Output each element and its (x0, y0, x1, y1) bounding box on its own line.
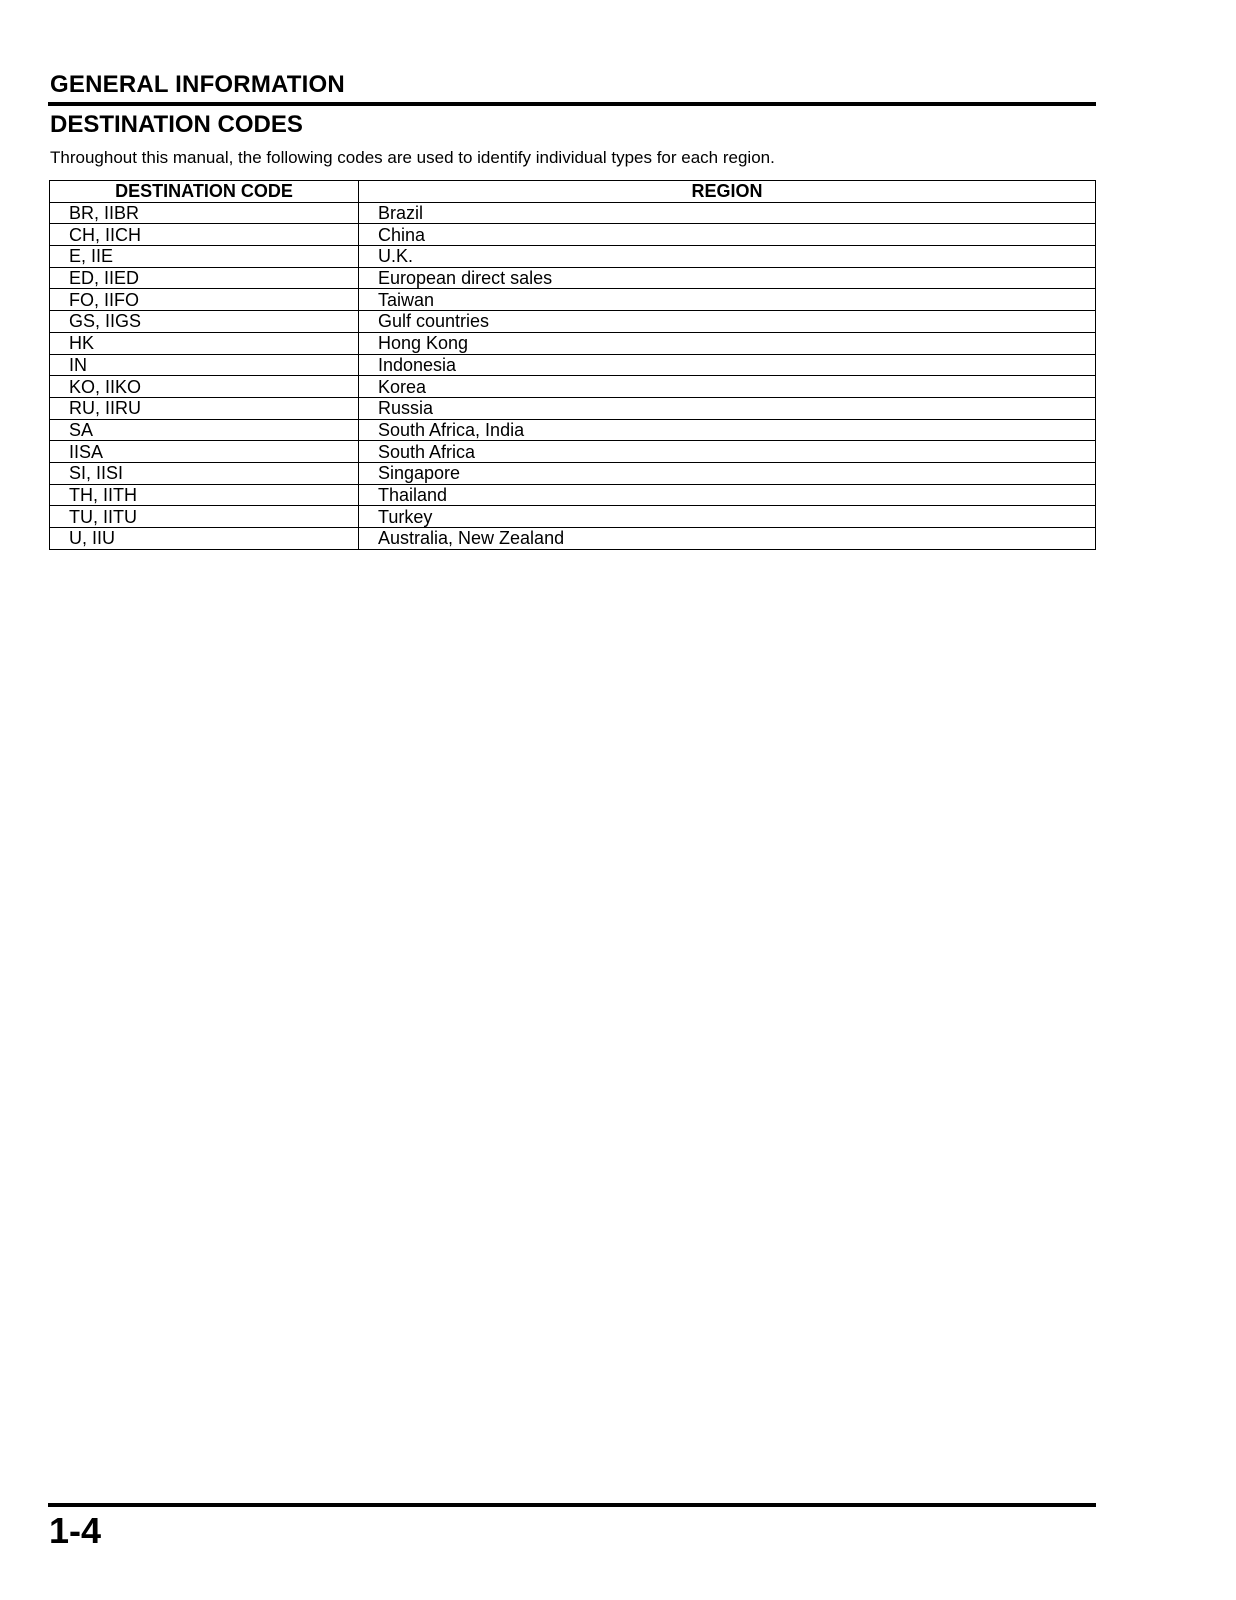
table-row (50, 224, 1096, 246)
table-row (50, 289, 1096, 311)
region-cell: Russia (359, 397, 1096, 419)
code-cell: E, IIE (50, 246, 359, 268)
code-cell: FO, IIFO (50, 289, 359, 311)
table-row (50, 202, 1096, 224)
table-row (50, 267, 1096, 289)
region-cell: Brazil (359, 202, 1096, 224)
table-row (50, 441, 1096, 463)
table-row (50, 397, 1096, 419)
region-cell: Singapore (359, 462, 1096, 484)
table-row (50, 506, 1096, 528)
table-row (50, 354, 1096, 376)
code-cell: BR, IIBR (50, 202, 359, 224)
page-header (50, 70, 1096, 100)
page-number: 1-4 (49, 1510, 102, 1551)
code-cell: HK (50, 332, 359, 354)
table-row (50, 311, 1096, 333)
region-cell: Korea (359, 376, 1096, 398)
region-cell: Gulf countries (359, 311, 1096, 333)
code-cell: IISA (50, 441, 359, 463)
header-rule (48, 102, 1096, 106)
code-cell: GS, IIGS (50, 311, 359, 333)
footer-rule (48, 1503, 1096, 1507)
region-cell: European direct sales (359, 267, 1096, 289)
page-title: DESTINATION CODES (50, 111, 303, 138)
region-cell: South Africa (359, 441, 1096, 463)
region-cell: Taiwan (359, 289, 1096, 311)
code-cell: TU, IITU (50, 506, 359, 528)
region-cell: South Africa, India (359, 419, 1096, 441)
destination-codes-table (49, 180, 1096, 550)
code-cell: SA (50, 419, 359, 441)
code-cell: IN (50, 354, 359, 376)
code-cell: CH, IICH (50, 224, 359, 246)
section-title: GENERAL INFORMATION (50, 71, 345, 98)
region-cell: China (359, 224, 1096, 246)
table-row (50, 332, 1096, 354)
region-cell: U.K. (359, 246, 1096, 268)
table-row (50, 528, 1096, 550)
region-cell: Turkey (359, 506, 1096, 528)
region-cell: Indonesia (359, 354, 1096, 376)
region-cell: Australia, New Zealand (359, 528, 1096, 550)
intro-text: Throughout this manual, the following codes are used to identify individual types for each region. (50, 148, 775, 167)
table-header-row (50, 181, 1096, 203)
table-row (50, 419, 1096, 441)
code-cell: KO, IIKO (50, 376, 359, 398)
code-cell: ED, IIED (50, 267, 359, 289)
table-row (50, 246, 1096, 268)
region-cell: Thailand (359, 484, 1096, 506)
code-cell: RU, IIRU (50, 397, 359, 419)
code-cell: U, IIU (50, 528, 359, 550)
column-header-code: DESTINATION CODE (50, 181, 359, 203)
region-cell: Hong Kong (359, 332, 1096, 354)
table-row (50, 484, 1096, 506)
column-header-region: REGION (359, 181, 1096, 203)
table-row (50, 376, 1096, 398)
code-cell: TH, IITH (50, 484, 359, 506)
table-row (50, 462, 1096, 484)
code-cell: SI, IISI (50, 462, 359, 484)
